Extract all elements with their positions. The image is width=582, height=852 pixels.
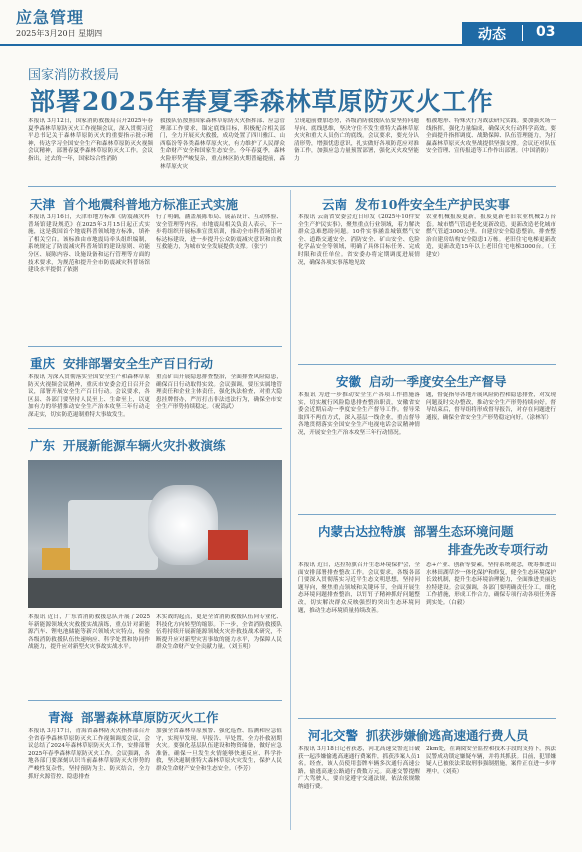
section-separator (522, 25, 523, 41)
anhui-divider (298, 514, 556, 515)
neimenggu-title-second (448, 540, 548, 558)
guangdong-region: 广东 (30, 438, 56, 453)
hebei-region: 河北交警 (308, 728, 359, 743)
lead-col-3: 呈现超前叠加态势，各级消防救援队伍要坚持问题导向、底线思维，坚决守住不发生重特大森林草原火灾和重大人员伤亡的底线。会议要求，要充分认清形势，增强忧患意识，扎实做好各项防范应对准备工作，加强应急力量预置部署，强化灭火攻坚能力 (294, 118, 419, 162)
qinghai-col-2: 加强全省森林草原预警、强化巡查、监测和应急值守，实现早发现、早报告、早处置，全力扑救初期火灾。要强化基层队伍建设和物资储备，做好应急准备，确保一旦发生火情能够快速反应、科学扑救，坚决遏制重特大森林草原火灾发生，保护人民群众生命财产安全和生态安全。（李芳） (156, 728, 282, 772)
lead-kicker: 国家消防救援局 (28, 68, 120, 83)
yunnan-title (322, 195, 510, 213)
tianjin-col-2: 行了明确，涵盖展陈布局、展品设计、互动体验、安全管理等内容。市地震局相关负责人表示，下一步将组织开展标准宣贯培训，推动全市科普场馆对标达标建设，进一步提升公众防震减灾意识和自救互救能力，为城市安全发展提供支撑。（张宁） (156, 214, 282, 251)
photo-ground (28, 578, 282, 608)
header-rule (0, 44, 582, 46)
neimenggu-region: 内蒙古达拉特旗 (318, 524, 406, 539)
neimenggu-divider (298, 718, 556, 719)
photo-vehicle (68, 500, 158, 570)
anhui-region: 安徽 (336, 374, 362, 389)
hebei-col-2: 2km处，在调阅安全监控和技术手段的支持下，执法民警成功锁定嫌疑车辆，并将其抓获。目前，犯罪嫌疑人已被依法采取刑事强制措施，案件正在进一步审理中。（刘英） (426, 746, 556, 775)
anhui-col-2: 题，督促指导各地开展风险防控和隐患排查，对发现问题及时交办整改，推动安全生产形势持续向好。督导结束后，督导组将形成督导报告，对存在问题进行通报，确保全省安全生产形势稳定向好。（涂林军） (426, 392, 556, 421)
photo-fire-truck (208, 530, 248, 560)
tianjin-title (30, 195, 238, 213)
hebei-title (308, 726, 529, 744)
qinghai-region: 青海 (48, 710, 74, 725)
anhui-col-1: 本报讯 为进一步推动安全生产各项工作措施落实，切实履行风险隐患排查整治职责，安徽省安委会近期启动一季度安全生产督导工作。督导采取四不两直方式，深入基层一线企业，重点督导各地贯彻落实全国安全生产电视电话会议精神情况，开展安全生产治本攻坚三年行动情况。 (298, 392, 420, 436)
guangdong-divider (28, 700, 282, 701)
yunnan-title-text: 发布10件安全生产护民实事 (355, 197, 510, 212)
page-number: 03 (536, 24, 556, 40)
lead-col-2: 救援队伍按照国家森林草原防灭火指挥部、应急管理部工作要求，锚定底线目标，积极配合相关部门，全力开展灭火救援，成功处置了四川雅江、山西临汾等各类森林草原火灾，有力维护了人民群众生命财产安全和国家生态安全。今年春夏季，森林火险形势严峻复杂，重点林区防火期普遍提前，森林草原火灾 (160, 118, 285, 170)
chongqing-col-1: 本报讯 为深入贯彻落实全国安全生产和森林草原防灭火视频会议精神，重庆市安委会近日召开会议，部署开展安全生产百日行动。会议要求，各区县、各部门要坚持人民至上、生命至上，以更加有力的举措推动安全生产治本攻坚三年行动走深走实，切实防范遏制重特大事故发生。 (28, 374, 150, 418)
chongqing-col-2: 重点矿山开展隐患排查整治，全面排查风险隐患，确保百日行动取得实效。会议强调，要压实属地管理责任和企业主体责任，强化执法检查，对重大隐患挂牌督办，严厉打击非法违法行为，确保全市安全生产形势持续稳定。（祝嵩武） (156, 374, 282, 411)
column-separator (290, 190, 291, 830)
lead-col-1: 本报讯 3月12日，国家消防救援局召开2025年春夏季森林草原防灭火工作视频会议，深入贯彻习近平总书记关于森林草原防灭火的重要指示批示精神，传达学习全国安全生产和森林草原防灭火视频会议精神，部署春夏季森林草原防灭火工作。会议指出，过去的一年，国家综合性消防 (28, 118, 153, 162)
issue-date: 2025年3月20日 星期四 (16, 29, 103, 38)
neimenggu-title (318, 522, 514, 540)
chongqing-divider (28, 428, 282, 429)
qinghai-title-text: 部署森林草原防灭火工作 (81, 710, 219, 725)
yunnan-region: 云南 (322, 197, 348, 212)
brand-name: 应急管理 (16, 8, 85, 27)
guangdong-col-1: 本报讯 近日，广东省消防救援总队开展了2025年新能源领域火灾救援实战演练，重点针对新能源汽车、锂电池储能等新兴领域火灾特点，检验各级消防救援队伍快速响应、科学处置和协同作战能力，提升应对新型火灾事故实战水平。 (28, 614, 150, 651)
tianjin-divider (28, 346, 282, 347)
neimenggu-col-1: 本报讯 近日，达拉特旗召开生态环境保护会，全面安排部署排查整改工作。会议要求，各级各部门要深入贯彻落实习近平生态文明思想，坚持问题导向，聚焦重点领域和关键环节，全面开展生态环境问题排查整治，以钉钉子精神抓好问题整改，切实解决群众反映强烈的突出生态环境问题，推动生态环境质量持续改善。 (298, 562, 420, 614)
chongqing-title-text: 安排部署安全生产百日行动 (63, 356, 214, 371)
yunnan-col-2: 农业机械报废更新，报废更新老旧农业机械2万台套。城市燃气管道老化更新改造，更新改造老化城市燃气管道3000公里。自建房安全隐患整治，排查整治自建房结构安全隐患1万栋。老旧住宅电梯更新改造，更新改造15年以上老旧住宅电梯3000台。（王建安） (426, 214, 556, 258)
qinghai-title (48, 708, 219, 726)
lead-headline: 部署2025年春夏季森林草原防灭火工作 (30, 87, 494, 116)
neimenggu-title-line1: 部署生态环境问题 (413, 524, 514, 539)
hebei-col-1: 本报讯 3月18日记者获悉，河北高速交警近日破获一起涉嫌偷逃高速通行费案件，抓获涉案人员1名。经查，该人员使用套牌车辆多次通行高速公路，偷逃高速公路通行费数万元。高速交警提醒广大驾驶人，要自觉遵守交通法规，依法依规缴纳通行费。 (298, 746, 420, 790)
lead-col-4: 植被地形、特殊火行为战法研究实践。要加强火场一线指挥，强化力量编成，确保灭火行动科学高效。要全面提升指挥调度、战勤保障、队伍管理能力，为打赢森林草原灭火攻坚战提供坚强支撑。会议还对队伍安全管理、宣传报道等工作作出部署。（中国消防） (426, 118, 556, 155)
tianjin-col-1: 本报讯 3月16日，天津市地方标准《防震减灾科普场馆建设规范》在2025年3月15日起正式实施，这是我国首个地震科普领域地方标准，填补了相关空白。该标准由市地震局牵头组织编制，系统规定了防震减灾科普场馆的建设原则、功能分区、展陈内容、设施设备和运行管理等方面的技术要求，为规范和提升全市防震减灾科普场馆建设水平提供了依据 (28, 214, 150, 274)
photo-firefighter (42, 548, 70, 570)
guangdong-title (30, 436, 226, 454)
tianjin-region: 天津 (30, 197, 56, 212)
neimenggu-title-line2: 排查先改专项行动 (448, 542, 549, 557)
neimenggu-col-2: 态+产业、创新等要素，坚持系统观念，统筹推进山水林田湖草沙一体化保护和修复，健全生态环境保护长效机制，提升生态环境治理能力，全面推进美丽达拉特建设。会议强调，各部门要明确责任分工，细化工作措施，形成工作合力，确保专项行动各项任务落到实处。（白毅） (426, 562, 556, 606)
guangdong-title-text: 开展新能源车辆火灾扑救演练 (63, 438, 226, 453)
yunnan-col-1: 本报讯 云南省安委会近日印发《2025年10件安全生产护民实事》，聚焦重点行业领域，着力解决群众急难愁盼问题。10件实事涵盖城镇燃气安全、道路交通安全、消防安全、矿山安全、危险化学品安全等领域，明确了具体目标任务、完成时限和责任单位。省安委办将定期调度进展情况，确保各项实事落地见效 (298, 214, 420, 266)
yunnan-divider (298, 364, 556, 365)
chongqing-title (30, 354, 213, 372)
qinghai-col-1: 本报讯 3月17日，青海省森林防灭火指挥部召开全省春季森林草原防灭火工作视频调度会议，会议总结了2024年森林草原防灭火工作，安排部署2025年春季森林草原防灭火工作。会议强调，各地各部门要深刻认识当前森林草原防灭火形势的严峻性复杂性，坚持预防为主、防灭结合，全力抓好火源管控、隐患排查 (28, 728, 150, 780)
anhui-title (336, 372, 507, 390)
guangdong-col-2: 术实战的起点，更是全省消防救援队伍向专业化、科技化方向转型的缩影。下一步，全省消防救援队伍将持续开展新能源领域火灾扑救技战术研究，不断提升应对新型灾害事故的能力水平，为保障人民群众生命财产安全贡献力量。（刘玉明） (156, 614, 282, 651)
chongqing-region: 重庆 (30, 356, 56, 371)
lead-divider (28, 186, 556, 187)
hebei-title-text: 抓获涉嫌偷逃高速通行费人员 (366, 728, 529, 743)
section-label: 动态 (478, 27, 506, 43)
fire-drill-photo (28, 460, 282, 608)
anhui-title-text: 启动一季度安全生产督导 (369, 374, 507, 389)
tianjin-title-text: 首个地震科普地方标准正式实施 (63, 197, 239, 212)
section-box (462, 22, 582, 44)
